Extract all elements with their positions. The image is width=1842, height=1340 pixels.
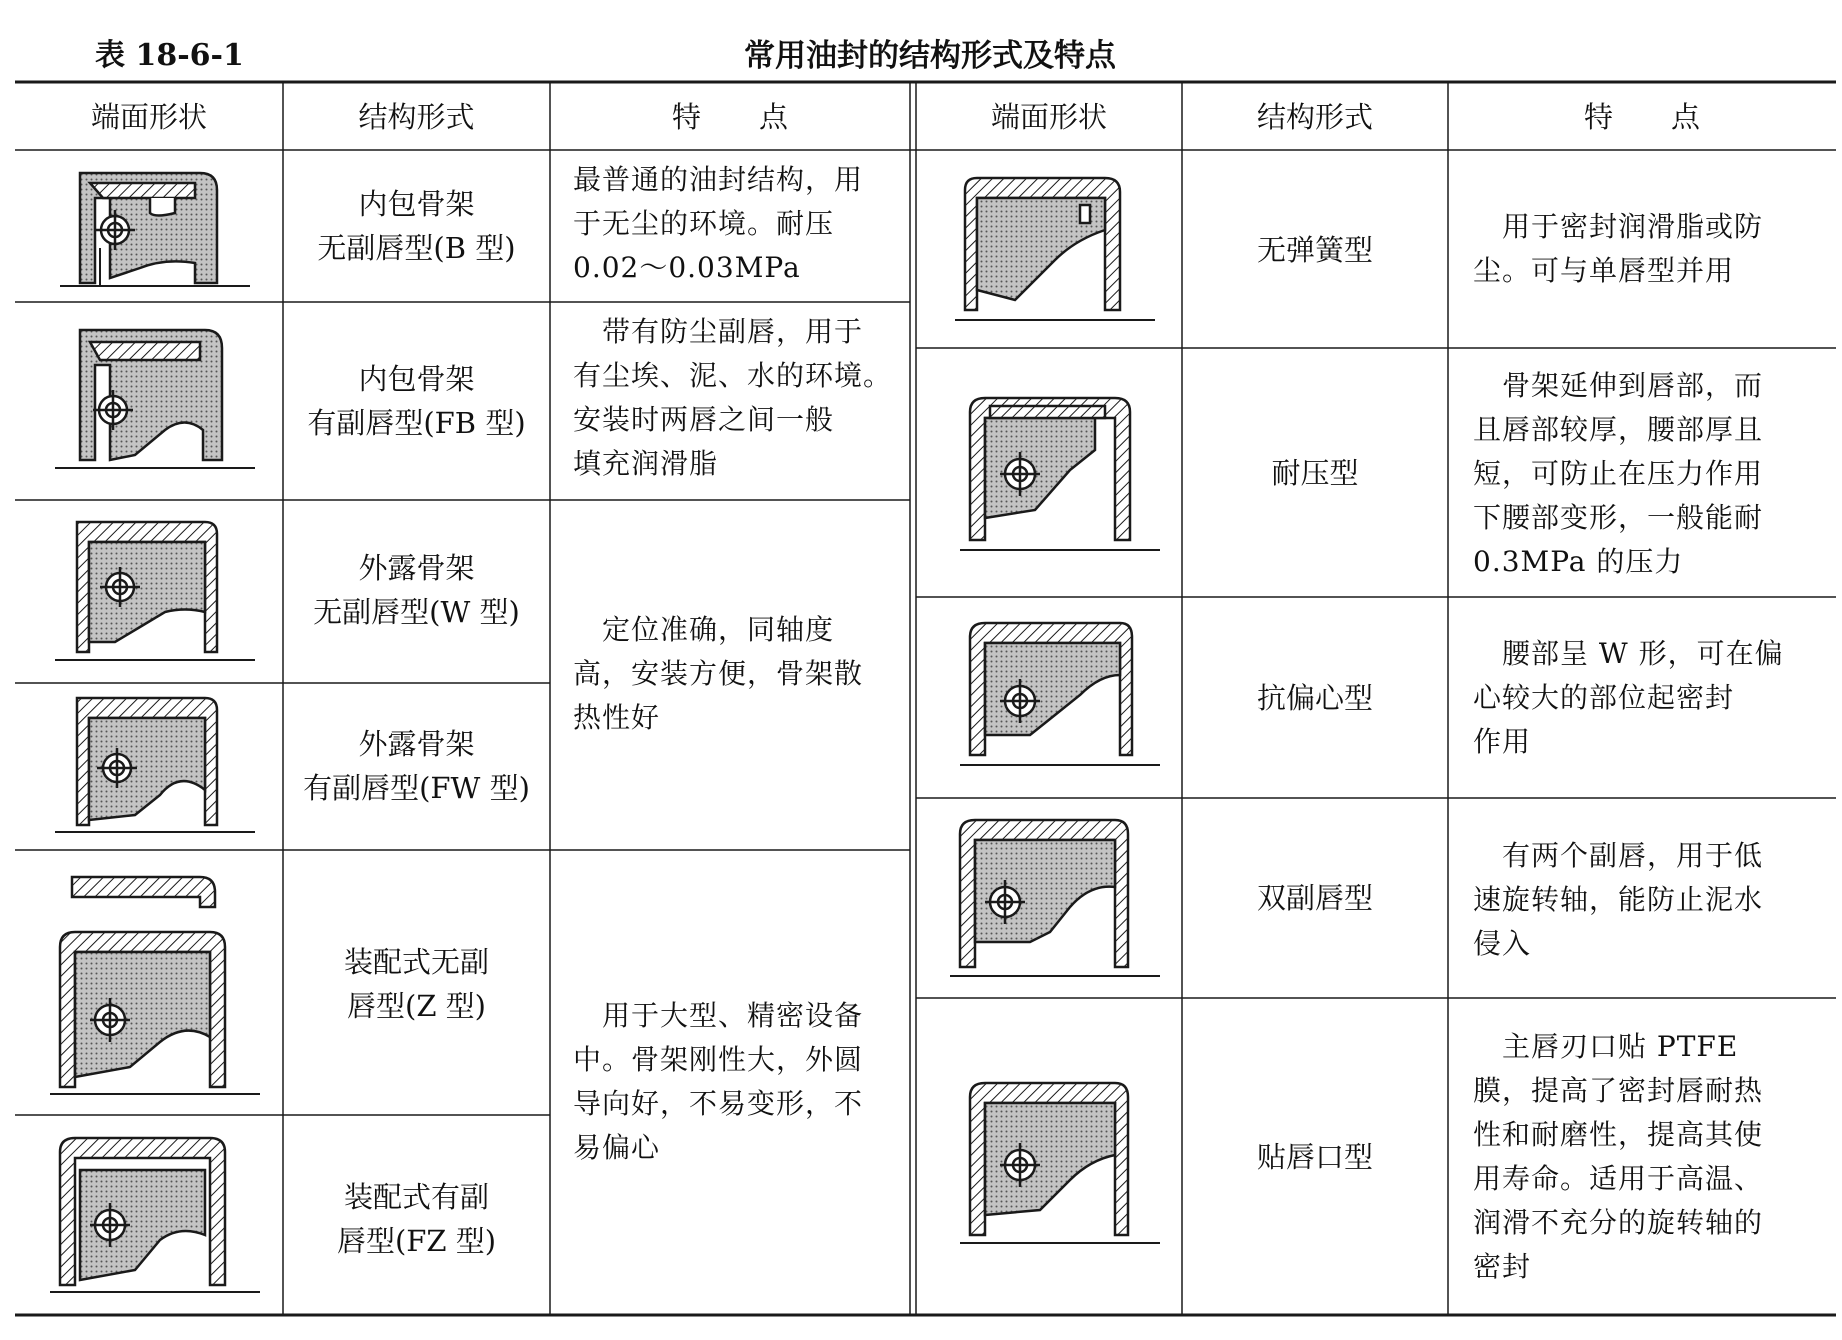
table-title: 常用油封的结构形式及特点	[744, 38, 1116, 74]
header-features-right: 特 点	[1583, 100, 1700, 134]
features-double-aux: 有两个副唇，用于低 速旋转轴，能防止泥水 侵入	[1473, 839, 1764, 960]
structure-name-w: 外露骨架 无副唇型(W 型)	[313, 551, 520, 629]
inner-frame-seal-no-aux-lip-icon	[55, 158, 255, 298]
structure-name-fb: 内包骨架 有副唇型(FB 型)	[307, 362, 526, 440]
inner-frame-seal-aux-lip-icon	[55, 320, 255, 480]
structure-name-fz: 装配式有副 唇型(FZ 型)	[336, 1180, 497, 1258]
structure-name-springless: 无弹簧型	[1256, 233, 1373, 267]
assembled-seal-aux-lip-icon	[50, 1130, 260, 1300]
header-structure-right: 结构形式	[1256, 100, 1373, 134]
exposed-frame-seal-no-aux-lip-icon	[55, 512, 255, 672]
features-w-fw: 定位准确，同轴度 高，安装方便，骨架散 热性好	[573, 613, 864, 734]
structure-name-double-aux: 双副唇型	[1256, 881, 1373, 915]
pressure-resistant-seal-icon	[960, 390, 1160, 560]
header-shape-right: 端面形状	[990, 100, 1107, 134]
header-structure: 结构形式	[358, 100, 475, 134]
structure-name-ptfe: 贴唇口型	[1256, 1140, 1373, 1174]
features-b: 最普通的油封结构，用 于无尘的环境。耐压 0.02～0.03MPa	[573, 163, 864, 284]
features-anti-eccentric: 腰部呈 W 形，可在偏 心较大的部位起密封 作用	[1473, 637, 1784, 758]
double-aux-lip-seal-icon	[950, 812, 1160, 982]
features-springless: 用于密封润滑脂或防 尘。可与单唇型并用	[1473, 210, 1764, 287]
springless-seal-icon	[955, 170, 1155, 330]
structure-name-b: 内包骨架 无副唇型(B 型)	[317, 187, 516, 265]
header-features: 特 点	[671, 100, 788, 134]
ptfe-lip-seal-icon	[960, 1075, 1160, 1250]
features-pressure: 骨架延伸到唇部，而 且唇部较厚，腰部厚且 短，可防止在压力作用 下腰部变形，一般能耐 0.3MPa 的压力	[1473, 369, 1764, 578]
table-label: 表 18-6-1	[95, 38, 244, 73]
features-fb: 带有防尘副唇，用于 有尘埃、泥、水的环境。 安装时两唇之间一般 填充润滑脂	[573, 315, 893, 480]
assembled-seal-no-aux-lip-icon	[50, 862, 260, 1102]
features-z-fz: 用于大型、精密设备 中。骨架刚性大，外圆 导向好，不易变形，不 易偏心	[573, 999, 864, 1164]
exposed-frame-seal-aux-lip-icon	[55, 690, 255, 840]
structure-name-pressure: 耐压型	[1271, 456, 1359, 490]
header-shape: 端面形状	[90, 100, 207, 134]
features-ptfe: 主唇刃口贴 PTFE 膜，提高了密封唇耐热 性和耐磨性，提高其使 用寿命。适用于高温、 润滑不充分的旋转轴的 密封	[1473, 1030, 1764, 1283]
structure-name-fw: 外露骨架 有副唇型(FW 型)	[303, 727, 530, 805]
structure-name-z: 装配式无副 唇型(Z 型)	[343, 945, 489, 1023]
structure-name-anti-eccentric: 抗偏心型	[1256, 681, 1373, 715]
anti-eccentric-seal-icon	[960, 615, 1160, 775]
